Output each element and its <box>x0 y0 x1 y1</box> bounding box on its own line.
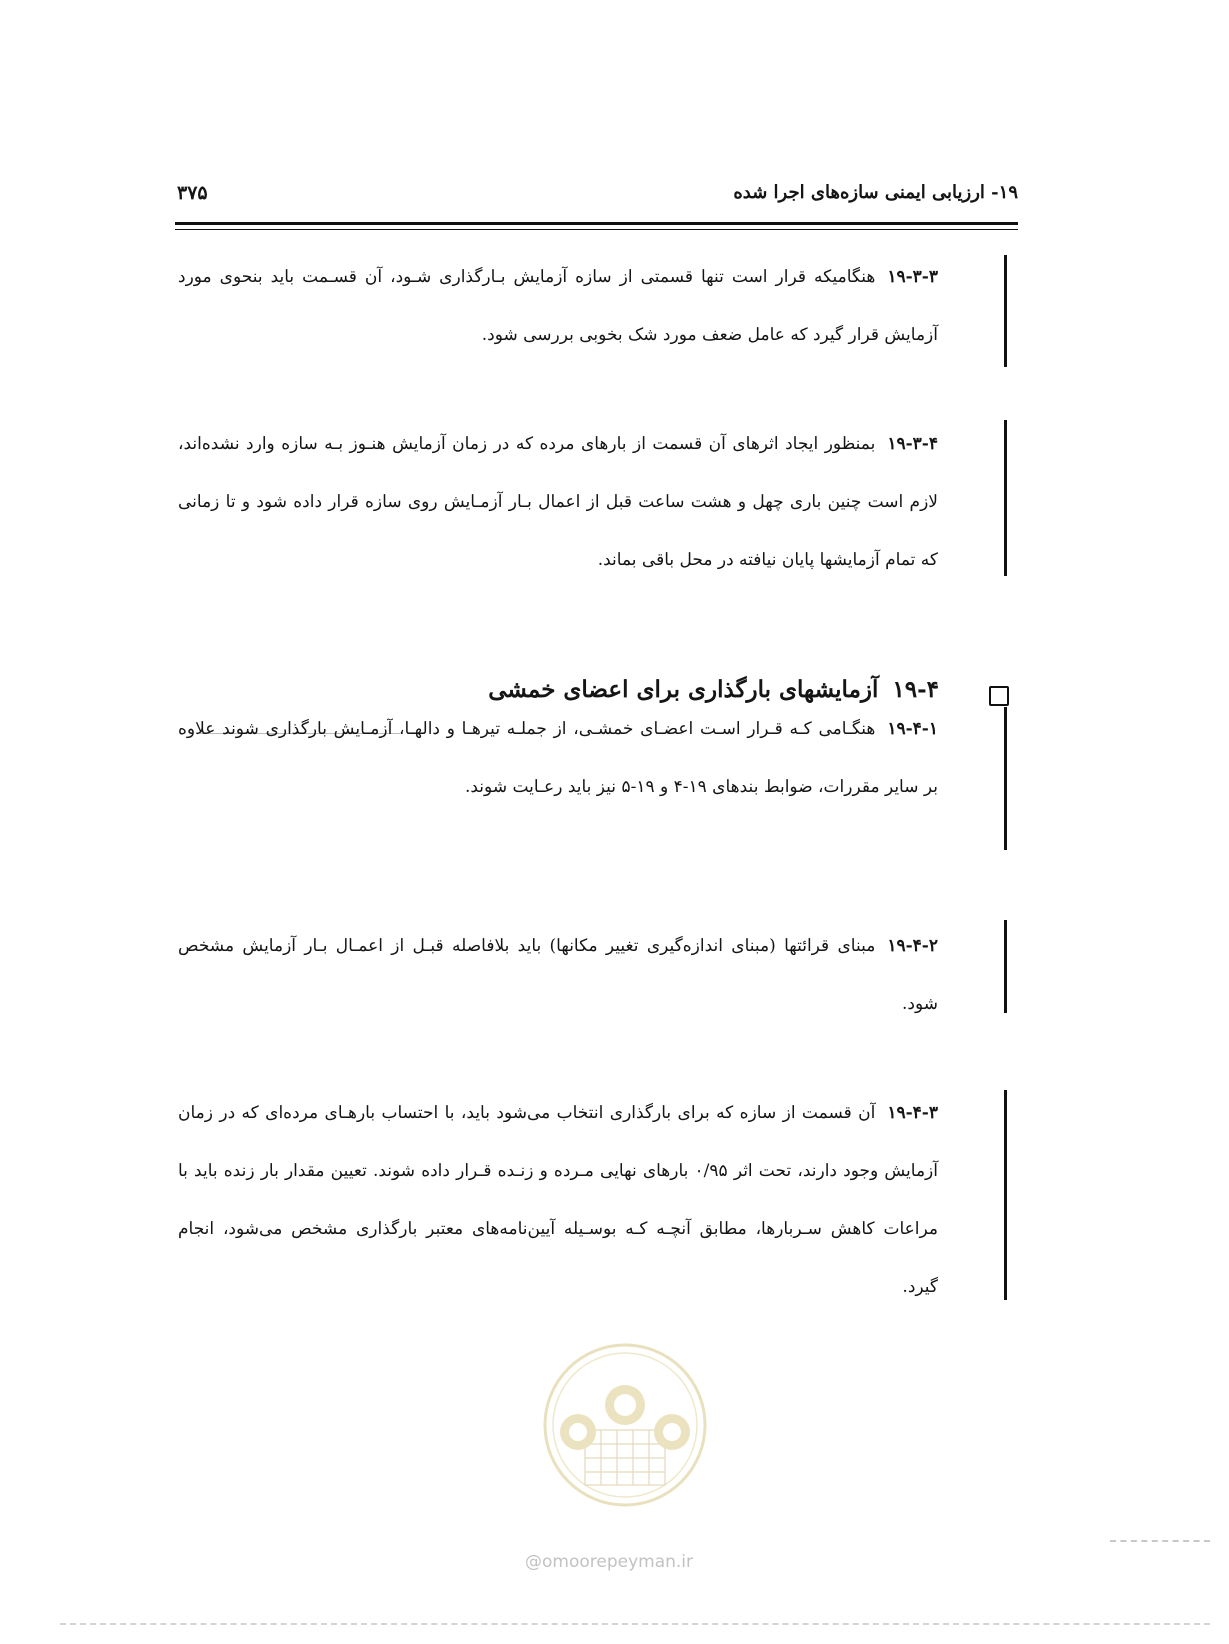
change-bar <box>1004 420 1007 576</box>
page-number: ۳۷۵ <box>177 182 208 204</box>
header-rule-thin <box>175 229 1018 230</box>
change-bar <box>1004 1090 1007 1300</box>
section-number: ۱۹-۴-۳ <box>887 1103 938 1123</box>
watermark-url: @omoorepeyman.ir <box>525 1552 694 1572</box>
section-number: ۱۹-۳-۳ <box>887 267 938 287</box>
stamp-logo-icon <box>520 1340 730 1510</box>
section-text: مبنای قرائتها (مبنای اندازه‌گیری تغییر مکانها) باید بلافاصله قبـل از اعمـال بـار آزمایش مشخص شود. <box>178 936 938 1014</box>
change-bar <box>1004 920 1007 1013</box>
section-text: هنگـامی کـه قـرار اسـت اعضـای خمشـی، از جملـه تیرهـا و دالهـا، آزمـایش بارگذاری شوند علاوه بر سایر مقررات، ضوابط بندهای ۱۹-۴ و ۱۹-۵ نیز باید رعـایت شوند. <box>178 719 938 797</box>
section-text: هنگامیکه قرار است تنها قسمتی از سازه آزمایش بـارگذاری شـود، آن قسـمت باید بنحوی مورد آزمایش قرار گیرد که عامل ضعف مورد شک بخوبی بررسی شود. <box>178 267 938 345</box>
section-heading <box>488 676 939 703</box>
heading-number: ۱۹-۴ <box>892 676 939 703</box>
section-text: آن قسمت از سازه که برای بارگذاری انتخاب می‌شود باید، با احتساب بارهـای مرده‌ای که در زمان آزمایش وجود دارند، تحت اثر ۰/۹۵ بارهای نهایی مـرده و زنـده قـرار داده شوند. تعیین مقدار بار زنده باید با مراعات کاهش سـربارها، مطابق آنچـه کـه بوسـیله آیین‌نامه‌های معتبر بارگذاری مشخص می‌شود، انجام گیرد. <box>178 1103 938 1297</box>
scan-artifact <box>60 1623 1210 1625</box>
section-box-icon <box>989 686 1009 706</box>
chapter-title: ۱۹- ارزیابی ایمنی سازه‌های اجرا شده <box>733 182 1018 203</box>
header-rule-thick <box>175 222 1018 225</box>
paragraph-19-4-3 <box>178 1084 938 1316</box>
paragraph-19-4-2 <box>178 917 938 1033</box>
heading-title: آزمایشهای بارگذاری برای اعضای خمشی <box>488 676 879 703</box>
change-bar <box>1004 707 1007 850</box>
paragraph-19-3-4 <box>178 415 938 589</box>
change-bar <box>1004 255 1007 367</box>
section-text: بمنظور ایجاد اثرهای آن قسمت از بارهای مرده که در زمان آزمایش هنـوز بـه سازه وارد نشده‌اند، لازم است چنین باری چهل و هشت ساعت قبل از اعمال بـار آزمـایش روی سازه قرار داده شود و تا زمانی که تمام آزمایشها پایان نیافته در محل باقی بماند. <box>178 434 938 570</box>
section-number: ۱۹-۴-۱ <box>887 719 938 739</box>
section-number: ۱۹-۳-۴ <box>887 434 938 454</box>
page-header <box>175 182 1018 206</box>
section-number: ۱۹-۴-۲ <box>887 936 938 956</box>
watermark-stamp <box>520 1340 730 1514</box>
paragraph-19-3-3 <box>178 248 938 364</box>
paragraph-19-4-1 <box>178 700 938 816</box>
scan-artifact <box>1110 1540 1210 1542</box>
